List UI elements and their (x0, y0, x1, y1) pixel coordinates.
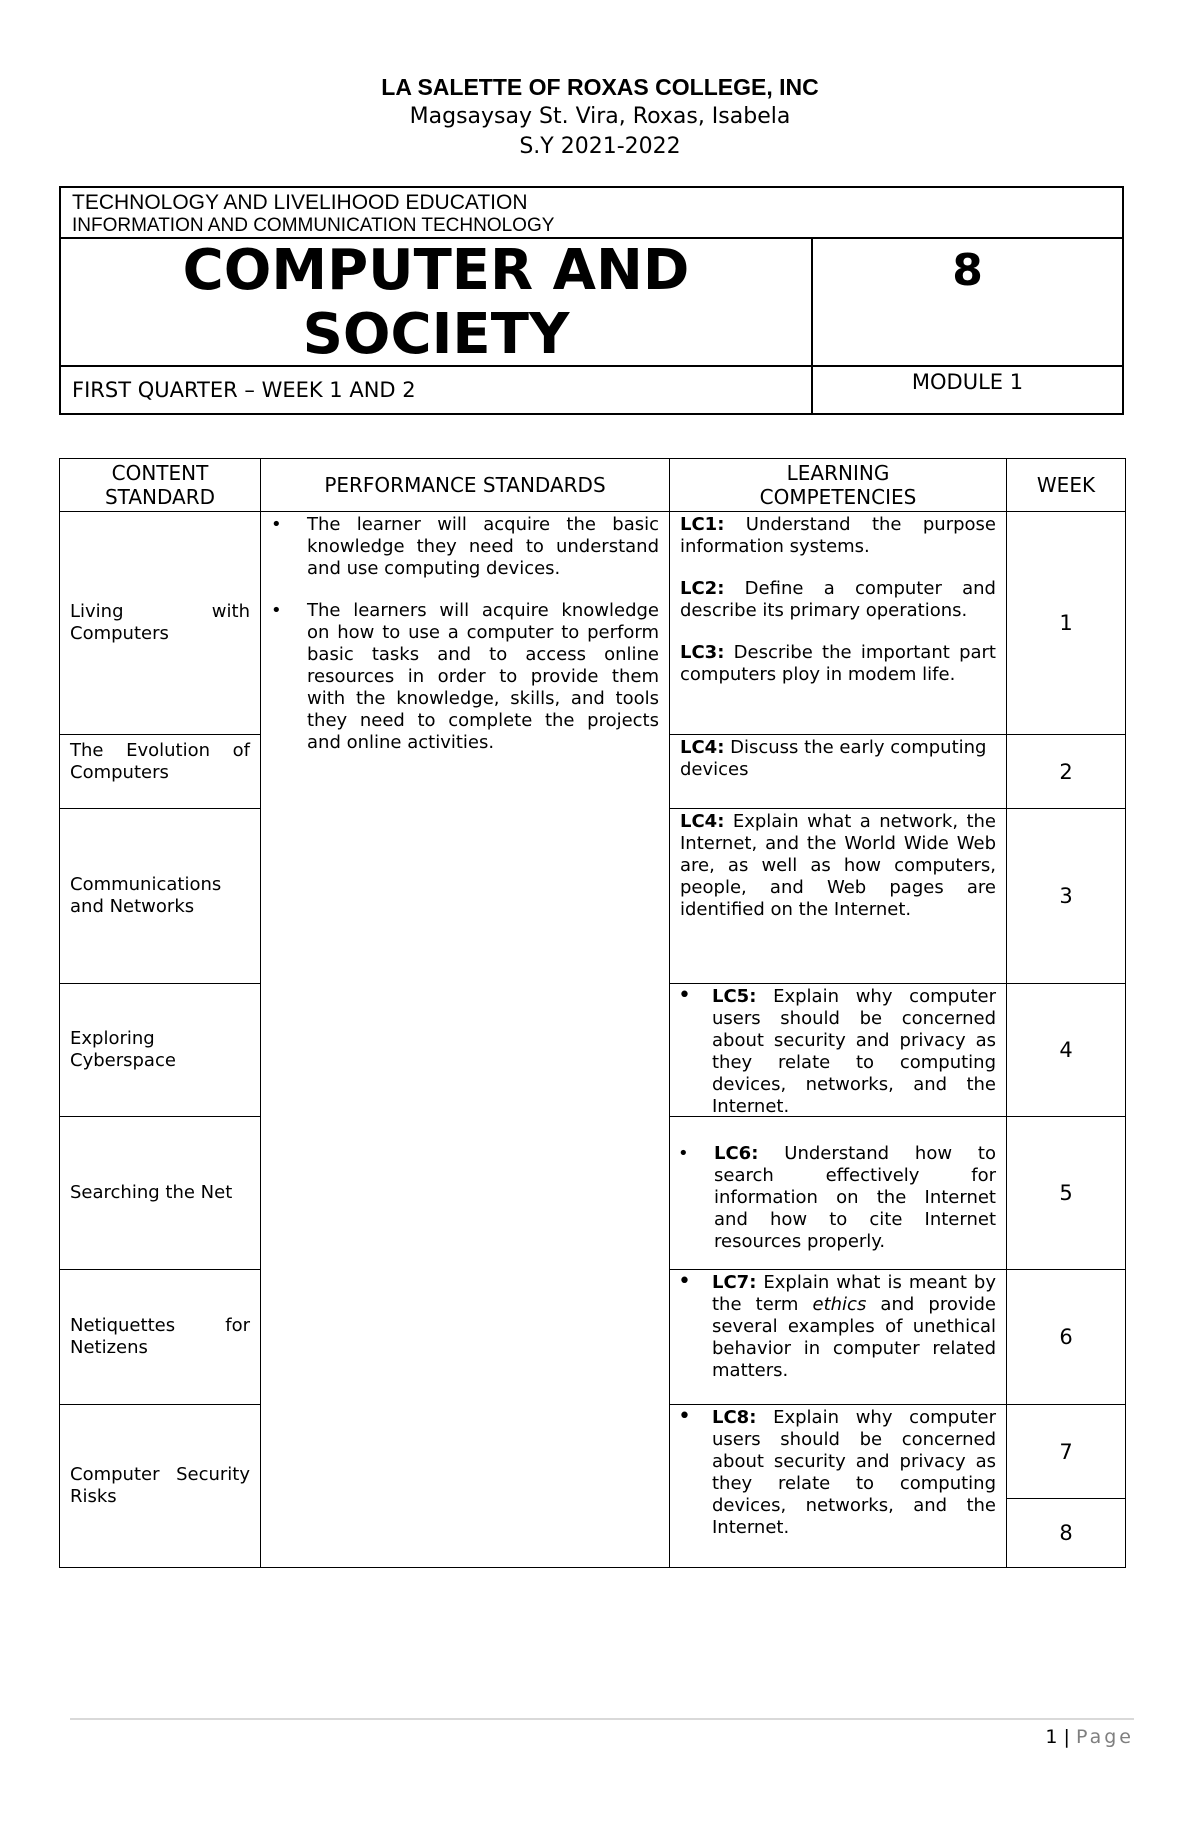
subject-area-line2: INFORMATION AND COMMUNICATION TECHNOLOGY (72, 215, 555, 236)
header-content-standard: CONTENT STANDARD (59, 458, 261, 512)
subject-title-line1: COMPUTER AND (182, 238, 690, 303)
page-number: 1 (1045, 1726, 1058, 1748)
footer-divider (70, 1718, 1134, 1720)
school-name: LA SALETTE OF ROXAS COLLEGE, INC (381, 74, 819, 100)
content-netiquettes: Netiquettes for Netizens (59, 1269, 261, 1405)
page-footer (1045, 1726, 1134, 1748)
grade-level: 8 (813, 239, 1122, 367)
page-separator: | (1063, 1726, 1070, 1748)
performance-item: • The learner will acquire the basic knowledge they need to understand and use computing devices. (271, 514, 659, 579)
competency-lc1: LC1: Understand the purpose information systems. (680, 514, 996, 557)
title-box (59, 186, 1124, 415)
header-performance-standards: PERFORMANCE STANDARDS (260, 458, 670, 512)
curriculum-table (59, 458, 1126, 1568)
week-3: 3 (1006, 808, 1126, 984)
competency-lc4-network: LC4: Explain what a network, the Internet, and the World Wide Web are, as well as how computers, people, and Web pages are identified on the Internet. (669, 808, 1007, 984)
subject-title-line2: SOCIETY (302, 302, 570, 367)
competency-lc2: LC2: Define a computer and describe its primary operations. (680, 578, 996, 621)
content-evolution-of-computers: The Evolution of Computers (59, 734, 261, 809)
module-label: MODULE 1 (911, 370, 1024, 394)
content-communications-networks: Communications and Networks (59, 808, 261, 984)
week-2: 2 (1006, 734, 1126, 809)
competency-lc7: • LC7: Explain what is meant by the term ethics and provide several examples of unethical behavior in computer related matters. (669, 1269, 1007, 1405)
competency-lc4-early-devices: LC4: Discuss the early computing devices (669, 734, 1007, 809)
competency-lc3: LC3: Describe the important part computers ploy in modem life. (680, 642, 996, 685)
competency-lc8: • LC8: Explain why computer users should be concerned about security and privacy as they relate to computing devices, networks, and the Internet. (669, 1404, 1007, 1568)
competencies-week1 (669, 511, 1007, 735)
content-searching-the-net: Searching the Net (59, 1116, 261, 1270)
quarter-label: FIRST QUARTER – WEEK 1 AND 2 (61, 367, 813, 413)
subject-area (61, 188, 1122, 239)
week-7: 7 (1006, 1404, 1126, 1499)
week-1: 1 (1006, 511, 1126, 735)
week-6: 6 (1006, 1269, 1126, 1405)
competency-lc5: • LC5: Explain why computer users should be concerned about security and privacy as they relate to computing devices, networks, and the Internet. (669, 983, 1007, 1117)
week-4: 4 (1006, 983, 1126, 1117)
header-week: WEEK (1006, 458, 1126, 512)
week-8: 8 (1006, 1498, 1126, 1568)
week-5: 5 (1006, 1116, 1126, 1270)
document-header (0, 72, 1200, 162)
content-living-with-computers: Living with Computers (59, 511, 261, 735)
competency-lc6: • LC6: Understand how to search effectively for information on the Internet and how to cite Internet resources properly. (669, 1116, 1007, 1270)
content-computer-security-risks: Computer Security Risks (59, 1404, 261, 1568)
school-address: Magsaysay St. Vira, Roxas, Isabela (409, 104, 791, 129)
performance-standards-cell (260, 511, 670, 1568)
school-year: S.Y 2021-2022 (519, 134, 681, 159)
performance-item: • The learners will acquire knowledge on how to use a computer to perform basic tasks and to access online resources in order to provide them with the knowledge, skills, and tools they need to complete the projects and online activities. (271, 600, 659, 753)
header-learning-competencies: LEARNING COMPETENCIES (669, 458, 1007, 512)
subject-area-line1: TECHNOLOGY AND LIVELIHOOD EDUCATION (72, 191, 528, 214)
page-label: Page (1076, 1726, 1134, 1748)
subject-title (61, 239, 813, 367)
content-exploring-cyberspace: Exploring Cyberspace (59, 983, 261, 1117)
